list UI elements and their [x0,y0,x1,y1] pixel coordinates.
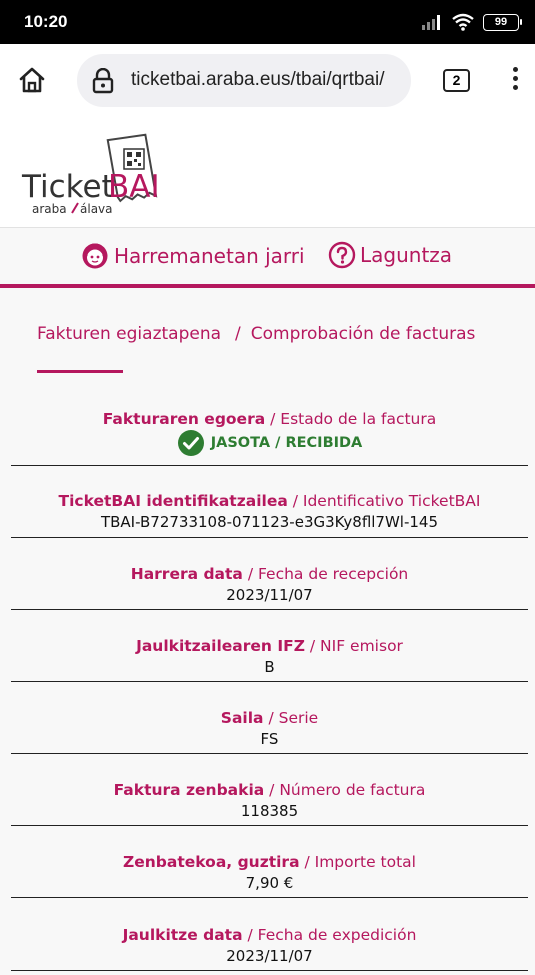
field-label: Jaulkitze data / Fecha de expedición [122,926,417,944]
field-label: Jaulkitzailearen IFZ / NIF emisor [136,637,403,655]
url-text: ticketbai.araba.eus/tbai/qrtbai/ [131,69,385,90]
overflow-menu-button[interactable] [505,64,525,96]
menu-dot-icon [513,85,518,90]
battery-indicator: 99 [483,14,519,31]
logo-text-bai: BAI [108,169,160,205]
field-issuer-nif [11,636,528,682]
check-circle-icon [177,429,205,457]
contact-label: Harremanetan jarri [114,244,305,268]
address-bar[interactable] [77,54,411,107]
contact-link[interactable] [80,241,305,271]
field-label: Fakturaren egoera / Estado de la factura [102,410,437,428]
menu-dot-icon [513,76,518,81]
browser-toolbar [0,44,535,117]
help-link[interactable] [328,241,452,269]
field-total-amount [11,852,528,898]
help-label: Laguntza [360,243,453,267]
tab-switcher-button[interactable]: 2 [443,69,470,92]
logo-text-alava: álava [80,202,113,216]
field-value: 2023/11/07 [226,947,313,965]
ticketbai-logo[interactable] [20,129,180,219]
field-ticketbai-id [11,491,528,538]
signal-icon [421,14,443,30]
field-label: Zenbatekoa, guztira / Importe total [123,853,416,871]
status-value [11,429,528,457]
page-title-separator: / [235,324,241,344]
home-icon [16,64,48,96]
page-title-spanish: Comprobación de facturas [250,324,476,344]
status-text: JASOTA / RECIBIDA [210,435,363,451]
wifi-icon [451,13,475,31]
field-value: B [264,658,275,676]
site-header [0,117,535,228]
field-value: FS [260,730,279,748]
field-invoice-status [11,409,528,466]
logo-text-araba: araba [32,202,67,216]
page-title [37,324,475,344]
home-button[interactable] [16,64,48,96]
field-issue-date [11,925,528,971]
field-label: Faktura zenbakia / Número de factura [113,781,426,799]
page-title-basque: Fakturen egiaztapena [37,324,222,344]
status-icons [421,13,519,31]
field-value: 118385 [240,802,299,820]
status-time: 10:20 [24,12,68,31]
field-invoice-number [11,780,528,826]
field-series [11,708,528,754]
lock-icon [91,68,115,94]
field-value: 2023/11/07 [226,586,313,604]
field-value: TBAI-B72733108-071123-e3G3Ky8fll7Wl-145 [100,513,439,531]
field-reception-date [11,564,528,610]
menu-dot-icon [513,67,518,72]
logo-text-ticket: Ticket [22,169,114,205]
header-divider [0,284,535,288]
contact-bar [0,229,535,285]
help-question-icon [328,241,356,269]
status-bar [0,0,535,44]
field-label: Saila / Serie [220,709,319,727]
field-label: Harrera data / Fecha de recepción [130,565,409,583]
support-agent-icon [80,241,110,271]
field-label: TicketBAI identifikatzailea / Identificativo TicketBAI [58,492,481,510]
title-underline [37,370,123,373]
field-value: 7,90 € [245,874,294,892]
